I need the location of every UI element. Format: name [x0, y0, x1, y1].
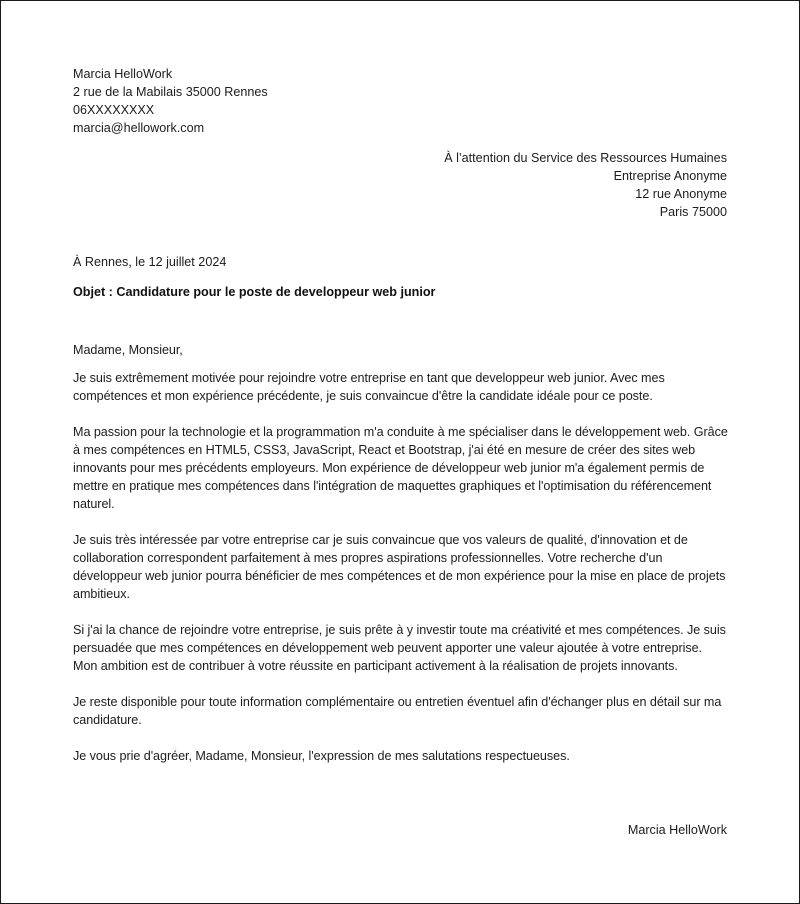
- sender-block: [73, 65, 473, 137]
- paragraph-availability: Je reste disponible pour toute information complémentaire ou entretien éventuel afin d'échanger plus en détail sur ma candidature.: [73, 695, 722, 727]
- paragraph-company-interest: Je suis très intéressée par votre entreprise car je suis convaincue que vos valeurs de qualité, d'innovation et de collaboration correspondent parfaitement à mes propres aspirations professionnelles. Votre recherche d'un développeur web junior pourra bénéficier de mes compétences et de mon expérience pour la mise en place de projets ambitieux.: [73, 533, 726, 601]
- recipient-company: Entreprise Anonyme: [613, 169, 727, 183]
- sender-address: 2 rue de la Mabilais 35000 Rennes: [73, 85, 268, 99]
- recipient-city: Paris 75000: [659, 205, 727, 219]
- letter-subject: Objet : Candidature pour le poste de developpeur web junior: [73, 285, 436, 299]
- recipient-street: 12 rue Anonyme: [635, 187, 727, 201]
- paragraph-ambition: Si j'ai la chance de rejoindre votre entreprise, je suis prête à y investir toute ma créativité et mes compétences. Je suis persuadée que mes compétences en développement web peuvent apporter une valeur ajoutée à votre entreprise. Mon ambition est de contribuer à votre réussite en participant activement à la réalisation de projets innovants.: [73, 623, 726, 673]
- sender-name: Marcia HelloWork: [73, 67, 173, 81]
- greeting: Madame, Monsieur,: [73, 343, 183, 357]
- paragraph-passion: Ma passion pour la technologie et la programmation m'a conduite à me spécialiser dans le développement web. Grâce à mes compétences en HTML5, CSS3, JavaScript, React et Bootstrap, j'ai été en mesure de créer des sites web innovants pour mes précédents employeurs. Mon expérience de développeur web junior m'a également permis de mettre en pratique mes compétences dans l'intégration de maquettes graphiques et l'optimisation du référencement naturel.: [73, 425, 728, 511]
- sender-email: marcia@hellowork.com: [73, 121, 205, 135]
- signature: Marcia HelloWork: [627, 823, 727, 837]
- recipient-attention: À l’attention du Service des Ressources Humaines: [444, 151, 727, 165]
- recipient-block: [307, 149, 727, 221]
- letter-body: [73, 341, 729, 783]
- paragraph-motivation: Je suis extrêmement motivée pour rejoindre votre entreprise en tant que developpeur web junior. Avec mes compétences et mon expérience précédente, je suis convaincue d'être la candidate idéale pour ce poste.: [73, 371, 665, 403]
- place-date: À Rennes, le 12 juillet 2024: [73, 255, 227, 269]
- paragraph-closing: Je vous prie d'agréer, Madame, Monsieur, l'expression de mes salutations respectueuses.: [73, 749, 570, 763]
- sender-phone: 06XXXXXXXX: [73, 103, 155, 117]
